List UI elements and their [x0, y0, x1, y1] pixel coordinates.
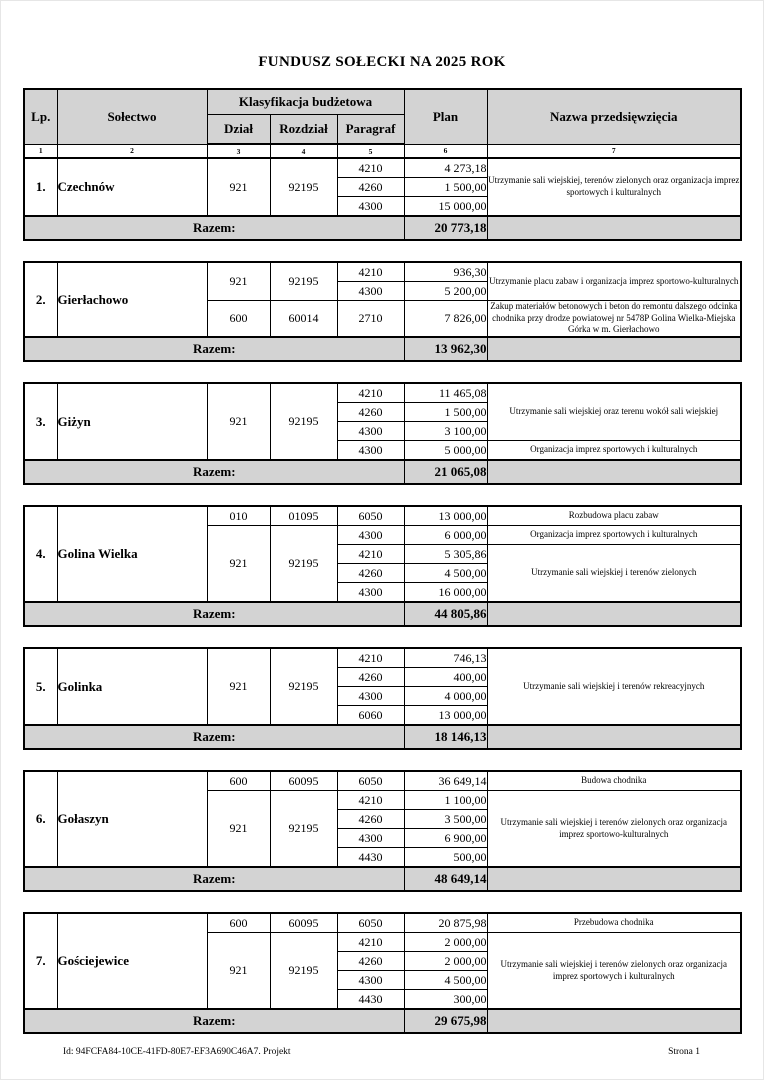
rozdzial-cell: 60095 [270, 913, 337, 933]
paragraf-cell: 4260 [337, 564, 404, 583]
dzial-cell: 600 [207, 301, 270, 338]
column-number: 2 [57, 144, 207, 158]
plan-cell: 13 000,00 [404, 506, 487, 526]
paragraf-cell: 4210 [337, 545, 404, 564]
nazwa-cell: Przebudowa chodnika [487, 913, 741, 933]
dzial-cell: 600 [207, 913, 270, 933]
plan-cell: 7 826,00 [404, 301, 487, 338]
paragraf-cell: 4430 [337, 990, 404, 1010]
plan-cell: 746,13 [404, 648, 487, 668]
razem-row [24, 725, 741, 749]
plan-cell: 400,00 [404, 668, 487, 687]
razem-row [24, 867, 741, 891]
lp-cell: 6. [24, 771, 57, 867]
solectwo-table-6 [23, 770, 742, 892]
razem-total: 20 773,18 [404, 216, 487, 240]
paragraf-cell: 4300 [337, 971, 404, 990]
rozdzial-cell: 60014 [270, 301, 337, 338]
razem-label: Razem: [24, 725, 404, 749]
lp-cell: 5. [24, 648, 57, 725]
paragraf-cell: 2710 [337, 301, 404, 338]
rozdzial-cell: 01095 [270, 506, 337, 526]
paragraf-cell: 4300 [337, 422, 404, 441]
nazwa-cell: Utrzymanie sali wiejskiej i terenów zielonych oraz organizacja imprez sportowych i kulturalnych [487, 933, 741, 1010]
paragraf-cell: 4300 [337, 282, 404, 301]
plan-cell: 2 000,00 [404, 933, 487, 952]
plan-cell: 36 649,14 [404, 771, 487, 791]
dzial-cell: 921 [207, 791, 270, 868]
column-number: 3 [207, 144, 270, 158]
paragraf-cell: 4430 [337, 848, 404, 868]
column-number: 4 [270, 144, 337, 158]
lp-cell: 7. [24, 913, 57, 1009]
paragraf-cell: 4300 [337, 583, 404, 603]
dzial-cell: 600 [207, 771, 270, 791]
paragraf-cell: 4300 [337, 687, 404, 706]
budget-row [24, 913, 741, 933]
razem-row [24, 602, 741, 626]
razem-empty-cell [487, 867, 741, 891]
razem-row [24, 337, 741, 361]
razem-row [24, 1009, 741, 1033]
dzial-cell: 921 [207, 648, 270, 725]
dzial-cell: 921 [207, 158, 270, 216]
razem-total: 21 065,08 [404, 460, 487, 484]
nazwa-cell: Utrzymanie sali wiejskiej oraz terenu wokół sali wiejskiej [487, 383, 741, 441]
plan-cell: 2 000,00 [404, 952, 487, 971]
nazwa-cell: Utrzymanie sali wiejskiej, terenów zielonych oraz organizacja imprez sportowych i kulturalnych [487, 158, 741, 216]
lp-cell: 1. [24, 158, 57, 216]
plan-cell: 1 500,00 [404, 178, 487, 197]
plan-cell: 13 000,00 [404, 706, 487, 726]
budget-row [24, 648, 741, 668]
paragraf-cell: 4300 [337, 829, 404, 848]
razem-row [24, 216, 741, 240]
table-header [24, 89, 741, 158]
nazwa-cell: Utrzymanie sali wiejskiej i terenów zielonych oraz organizacja imprez sportowo-kulturalnych [487, 791, 741, 868]
plan-cell: 4 273,18 [404, 158, 487, 178]
paragraf-cell: 4260 [337, 810, 404, 829]
paragraf-cell: 4210 [337, 158, 404, 178]
solectwo-cell: Giżyn [57, 383, 207, 460]
razem-empty-cell [487, 216, 741, 240]
plan-cell: 1 500,00 [404, 403, 487, 422]
column-number: 5 [337, 144, 404, 158]
razem-total: 48 649,14 [404, 867, 487, 891]
plan-cell: 936,30 [404, 262, 487, 282]
column-number: 1 [24, 144, 57, 158]
header-paragraf: Paragraf [337, 115, 404, 145]
solectwo-cell: Golina Wielka [57, 506, 207, 602]
rozdzial-cell: 92195 [270, 383, 337, 460]
razem-total: 44 805,86 [404, 602, 487, 626]
plan-cell: 4 500,00 [404, 564, 487, 583]
plan-cell: 300,00 [404, 990, 487, 1010]
lp-cell: 4. [24, 506, 57, 602]
header-row-1 [24, 89, 741, 115]
nazwa-cell: Zakup materiałów betonowych i beton do remontu dalszego odcinka chodnika przy drodze powiatowej nr 5478P Golina Wielka-Miejska Górka w m. Gierłachowo [487, 301, 741, 338]
rozdzial-cell: 92195 [270, 791, 337, 868]
razem-row [24, 460, 741, 484]
nazwa-cell: Organizacja imprez sportowych i kulturalnych [487, 441, 741, 461]
paragraf-cell: 4210 [337, 383, 404, 403]
paragraf-cell: 4300 [337, 441, 404, 461]
paragraf-cell: 4260 [337, 178, 404, 197]
plan-cell: 3 100,00 [404, 422, 487, 441]
plan-cell: 16 000,00 [404, 583, 487, 603]
solectwo-cell: Gościejewice [57, 913, 207, 1009]
paragraf-cell: 4210 [337, 933, 404, 952]
solectwo-table-3 [23, 382, 742, 485]
plan-cell: 15 000,00 [404, 197, 487, 217]
rozdzial-cell: 92195 [270, 933, 337, 1010]
paragraf-cell: 4260 [337, 952, 404, 971]
paragraf-cell: 4210 [337, 648, 404, 668]
dzial-cell: 921 [207, 383, 270, 460]
solectwo-cell: Golinka [57, 648, 207, 725]
lp-cell: 2. [24, 262, 57, 337]
razem-label: Razem: [24, 216, 404, 240]
razem-empty-cell [487, 460, 741, 484]
header-nazwa: Nazwa przedsięwzięcia [487, 89, 741, 144]
razem-total: 13 962,30 [404, 337, 487, 361]
rozdzial-cell: 92195 [270, 262, 337, 301]
footer-page-number: Strona 1 [668, 1047, 700, 1057]
header-plan: Plan [404, 89, 487, 144]
plan-cell: 5 200,00 [404, 282, 487, 301]
razem-label: Razem: [24, 602, 404, 626]
rozdzial-cell: 60095 [270, 771, 337, 791]
razem-total: 18 146,13 [404, 725, 487, 749]
footer-id-text: Id: 94FCFA84-10CE-41FD-80E7-EF3A690C46A7. Projekt [63, 1047, 291, 1057]
plan-cell: 1 100,00 [404, 791, 487, 810]
plan-cell: 6 000,00 [404, 526, 487, 545]
plan-cell: 4 000,00 [404, 687, 487, 706]
budget-row [24, 158, 741, 178]
razem-empty-cell [487, 725, 741, 749]
paragraf-cell: 4260 [337, 403, 404, 422]
header-dzial: Dział [207, 115, 270, 145]
dzial-cell: 921 [207, 933, 270, 1010]
header-klasyfikacja: Klasyfikacja budżetowa [207, 89, 404, 115]
paragraf-cell: 4260 [337, 668, 404, 687]
nazwa-cell: Utrzymanie sali wiejskiej i terenów rekreacyjnych [487, 648, 741, 725]
solectwo-cell: Czechnów [57, 158, 207, 216]
nazwa-cell: Utrzymanie placu zabaw i organizacja imprez sportowo-kulturalnych [487, 262, 741, 301]
paragraf-cell: 4210 [337, 262, 404, 282]
paragraf-cell: 6050 [337, 913, 404, 933]
razem-label: Razem: [24, 867, 404, 891]
column-numbers-row [24, 144, 741, 158]
plan-cell: 11 465,08 [404, 383, 487, 403]
nazwa-cell: Organizacja imprez sportowych i kulturalnych [487, 526, 741, 545]
plan-cell: 4 500,00 [404, 971, 487, 990]
header-rozdzial: Rozdział [270, 115, 337, 145]
solectwo-table-4 [23, 505, 742, 627]
razem-total: 29 675,98 [404, 1009, 487, 1033]
razem-empty-cell [487, 602, 741, 626]
plan-cell: 3 500,00 [404, 810, 487, 829]
plan-cell: 500,00 [404, 848, 487, 868]
rozdzial-cell: 92195 [270, 526, 337, 603]
paragraf-cell: 4300 [337, 526, 404, 545]
razem-empty-cell [487, 1009, 741, 1033]
paragraf-cell: 6050 [337, 506, 404, 526]
plan-cell: 5 000,00 [404, 441, 487, 461]
razem-label: Razem: [24, 337, 404, 361]
rozdzial-cell: 92195 [270, 648, 337, 725]
lp-cell: 3. [24, 383, 57, 460]
dzial-cell: 921 [207, 262, 270, 301]
header-solectwo: Sołectwo [57, 89, 207, 144]
paragraf-cell: 4300 [337, 197, 404, 217]
header-lp: Lp. [24, 89, 57, 144]
page-title: FUNDUSZ SOŁECKI NA 2025 ROK [258, 54, 506, 70]
razem-label: Razem: [24, 460, 404, 484]
solectwo-cell: Gierłachowo [57, 262, 207, 337]
paragraf-cell: 6050 [337, 771, 404, 791]
rozdzial-cell: 92195 [270, 158, 337, 216]
dzial-cell: 921 [207, 526, 270, 603]
budget-row [24, 262, 741, 282]
budget-row [24, 383, 741, 403]
plan-cell: 20 875,98 [404, 913, 487, 933]
budget-row [24, 506, 741, 526]
paragraf-cell: 6060 [337, 706, 404, 726]
solectwo-table-2 [23, 261, 742, 362]
razem-label: Razem: [24, 1009, 404, 1033]
budget-row [24, 771, 741, 791]
column-number: 7 [487, 144, 741, 158]
nazwa-cell: Budowa chodnika [487, 771, 741, 791]
plan-cell: 6 900,00 [404, 829, 487, 848]
razem-empty-cell [487, 337, 741, 361]
plan-cell: 5 305,86 [404, 545, 487, 564]
solectwo-table-7 [23, 912, 742, 1034]
paragraf-cell: 4210 [337, 791, 404, 810]
solectwo-cell: Gołaszyn [57, 771, 207, 867]
column-number: 6 [404, 144, 487, 158]
nazwa-cell: Rozbudowa placu zabaw [487, 506, 741, 526]
nazwa-cell: Utrzymanie sali wiejskiej i terenów zielonych [487, 545, 741, 603]
solectwo-table-5 [23, 647, 742, 750]
dzial-cell: 010 [207, 506, 270, 526]
solectwo-table-1 [23, 88, 742, 241]
